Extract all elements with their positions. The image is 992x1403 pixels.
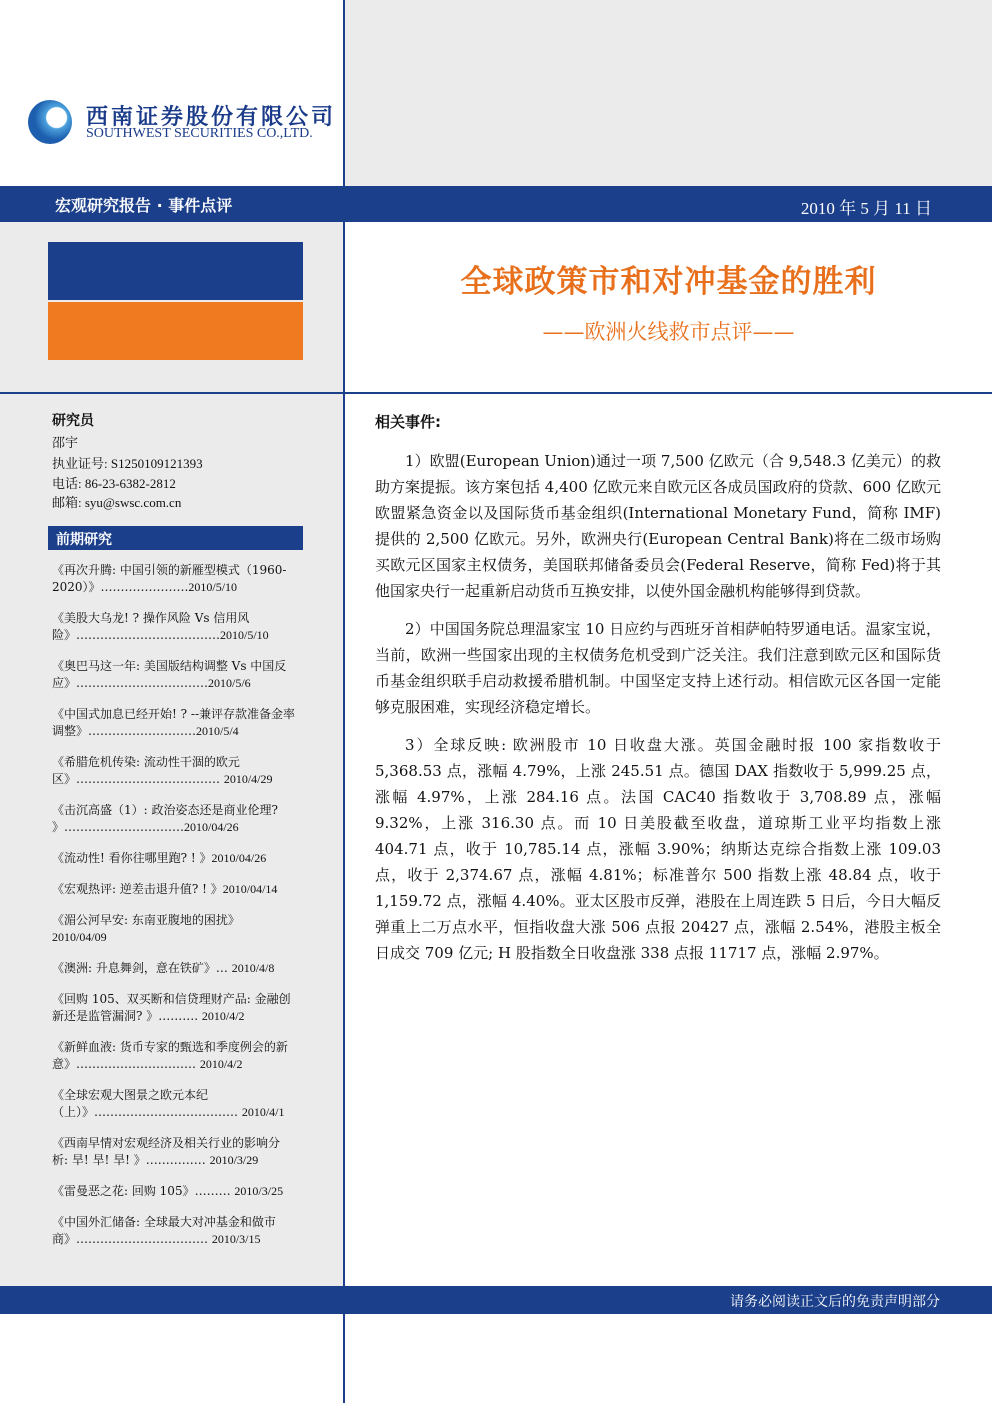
events-body: [375, 448, 941, 978]
report-title: 全球政策市和对冲基金的胜利: [460, 264, 877, 300]
column-divider: [343, 0, 345, 1403]
list-item[interactable]: 《澳洲: 升息舞剑，意在铁矿》… 2010/4/8: [52, 961, 275, 975]
event-paragraph-1: 1）欧盟(European Union)通过一项 7,500 亿欧元（合 9,548.3 亿美元）的救助方案提振。该方案包括 4,400 亿欧元来自欧元区各成员国政府的贷款、600 亿欧元欧盟紧急资金以及国际货币基金组织(International Monetary Fund，简称 IMF)提供的 2,500 亿欧元。另外，欧洲央行(European Central Bank)将在二级市场购买欧元区国家主权债务，美国联邦储备委员会(Federal Reserve，简称 Fed)将于其他国家央行一起重新启动货币互换安排，以使外国金融机构能够得到贷款。: [375, 452, 941, 600]
list-item[interactable]: 《中国外汇储备: 全球最大对冲基金和做市商》…………………………… 2010/3/15: [52, 1215, 276, 1246]
list-item[interactable]: 《希腊危机传染: 流动性干涸的欧元区》……………………………… 2010/4/29: [52, 755, 273, 786]
decorative-blue-block: [48, 242, 303, 300]
events-heading: 相关事件:: [375, 413, 441, 431]
prior-research-list: [52, 562, 296, 1262]
analyst-name: 邵宇: [52, 435, 79, 450]
list-item[interactable]: 《全球宏观大图景之欧元本纪（上）》……………………………… 2010/4/1: [52, 1088, 285, 1119]
list-item[interactable]: 《奥巴马这一年: 美国版结构调整 Vs 中国反应》……………………………2010/5/6: [52, 659, 287, 690]
list-item[interactable]: 《回购 105、双买断和信贷理财产品: 金融创新还是监管漏洞? 》………. 2010/4/2: [52, 992, 291, 1023]
list-item[interactable]: 《宏观热评: 逆差击退升值? ! 》2010/04/14: [52, 882, 278, 896]
header-right-area: [345, 0, 992, 186]
list-item[interactable]: 《再次升腾: 中国引领的新雁型模式（1960-2020）》………………….2010/5/10: [52, 563, 287, 594]
company-logo-icon: [28, 100, 72, 144]
analyst-phone: 电话: 86-23-6382-2812: [52, 476, 176, 491]
report-subtitle: ——欧洲火线救市点评——: [542, 320, 795, 344]
category-banner: [0, 186, 992, 222]
analyst-license: 执业证号: S1250109121393: [52, 456, 203, 471]
header-left-area: [0, 0, 345, 186]
analyst-email[interactable]: 邮箱: syu@swsc.com.cn: [52, 495, 182, 510]
list-item[interactable]: 《流动性! 看你往哪里跑? ! 》2010/04/26: [52, 851, 267, 865]
event-paragraph-2: 2）中国国务院总理温家宝 10 日应约与西班牙首相萨帕特罗通电话。温家宝说，当前，欧洲一些国家出现的主权债务危机受到广泛关注。我们注意到欧元区和国际货币基金组织联手启动救援希腊机制。中国坚定支持上述行动。相信欧元区各国一定能够克服困难，实现经济稳定增长。: [375, 620, 941, 716]
header-divider: [0, 392, 992, 394]
list-item[interactable]: 《中国式加息已经开始! ? --兼评存款准备金率调整》………………………2010/5/4: [52, 707, 295, 738]
prior-research-bar: [48, 526, 303, 550]
list-item[interactable]: 《湄公河早安: 东南亚腹地的困扰》 2010/04/09: [52, 913, 240, 944]
disclaimer-note: 请务必阅读正文后的免责声明部分: [730, 1294, 940, 1310]
analyst-heading: 研究员: [52, 413, 94, 429]
list-item[interactable]: 《西南早情对宏观经济及相关行业的影响分析: 旱! 旱! 旱! 》…………… 2010/3/29: [52, 1136, 281, 1167]
list-item[interactable]: 《雷曼恶之花: 回购 105》……… 2010/3/25: [52, 1184, 284, 1198]
decorative-orange-block: [48, 302, 303, 360]
list-item[interactable]: 《新鲜血液: 货币专家的甄选和季度例会的新意》………………………… 2010/4/2: [52, 1040, 288, 1071]
footer-bar: [0, 1286, 992, 1314]
list-item[interactable]: 《击沉高盛（1）: 政治姿态还是商业伦理? 》…………………………2010/04/26: [52, 803, 278, 834]
company-name-cn: 西南证券股份有限公司: [86, 105, 337, 130]
report-category: 宏观研究报告 · 事件点评: [55, 196, 233, 215]
prior-research-heading: 前期研究: [56, 532, 112, 548]
report-date: 2010 年 5 月 11 日: [800, 199, 932, 218]
event-paragraph-3: 3）全球反映: 欧洲股市 10 日收盘大涨。英国金融时报 100 家指数收于 5,368.53 点，涨幅 4.79%，上涨 245.51 点。德国 DAX 指数收于 5,999.25 点，涨幅 4.97%，上涨 284.16 点。法国 CAC40 指数收于 3,708.89 点，涨幅 9.32%，上涨 316.30 点。而 10 日美股截至收盘，道琼斯工业平均指数上涨 404.71 点，收于 10,785.14 点，涨幅 3.90%；纳斯达克综合指数上涨 109.03 点，收于 2,374.67 点，涨幅 4.81%；标准普尔 500 指数上涨 48.84 点，收于 1,159.72 点，涨幅 4.40%。亚太区股市反弹，港股在上周连跌 5 日后，今日大幅反弹重上二万点水平，恒指收盘大涨 506 点报 20427 点，涨幅 2.54%，港股主板全日成交 709 亿元; H 股指数全日收盘涨 338 点报 11717 点，涨幅 2.97%。: [375, 736, 941, 962]
list-item[interactable]: 《美股大乌龙! ? 操作风险 Vs 信用风险》………………………………2010/5/10: [52, 611, 269, 642]
company-name-en: SOUTHWEST SECURITIES CO.,LTD.: [86, 126, 313, 141]
